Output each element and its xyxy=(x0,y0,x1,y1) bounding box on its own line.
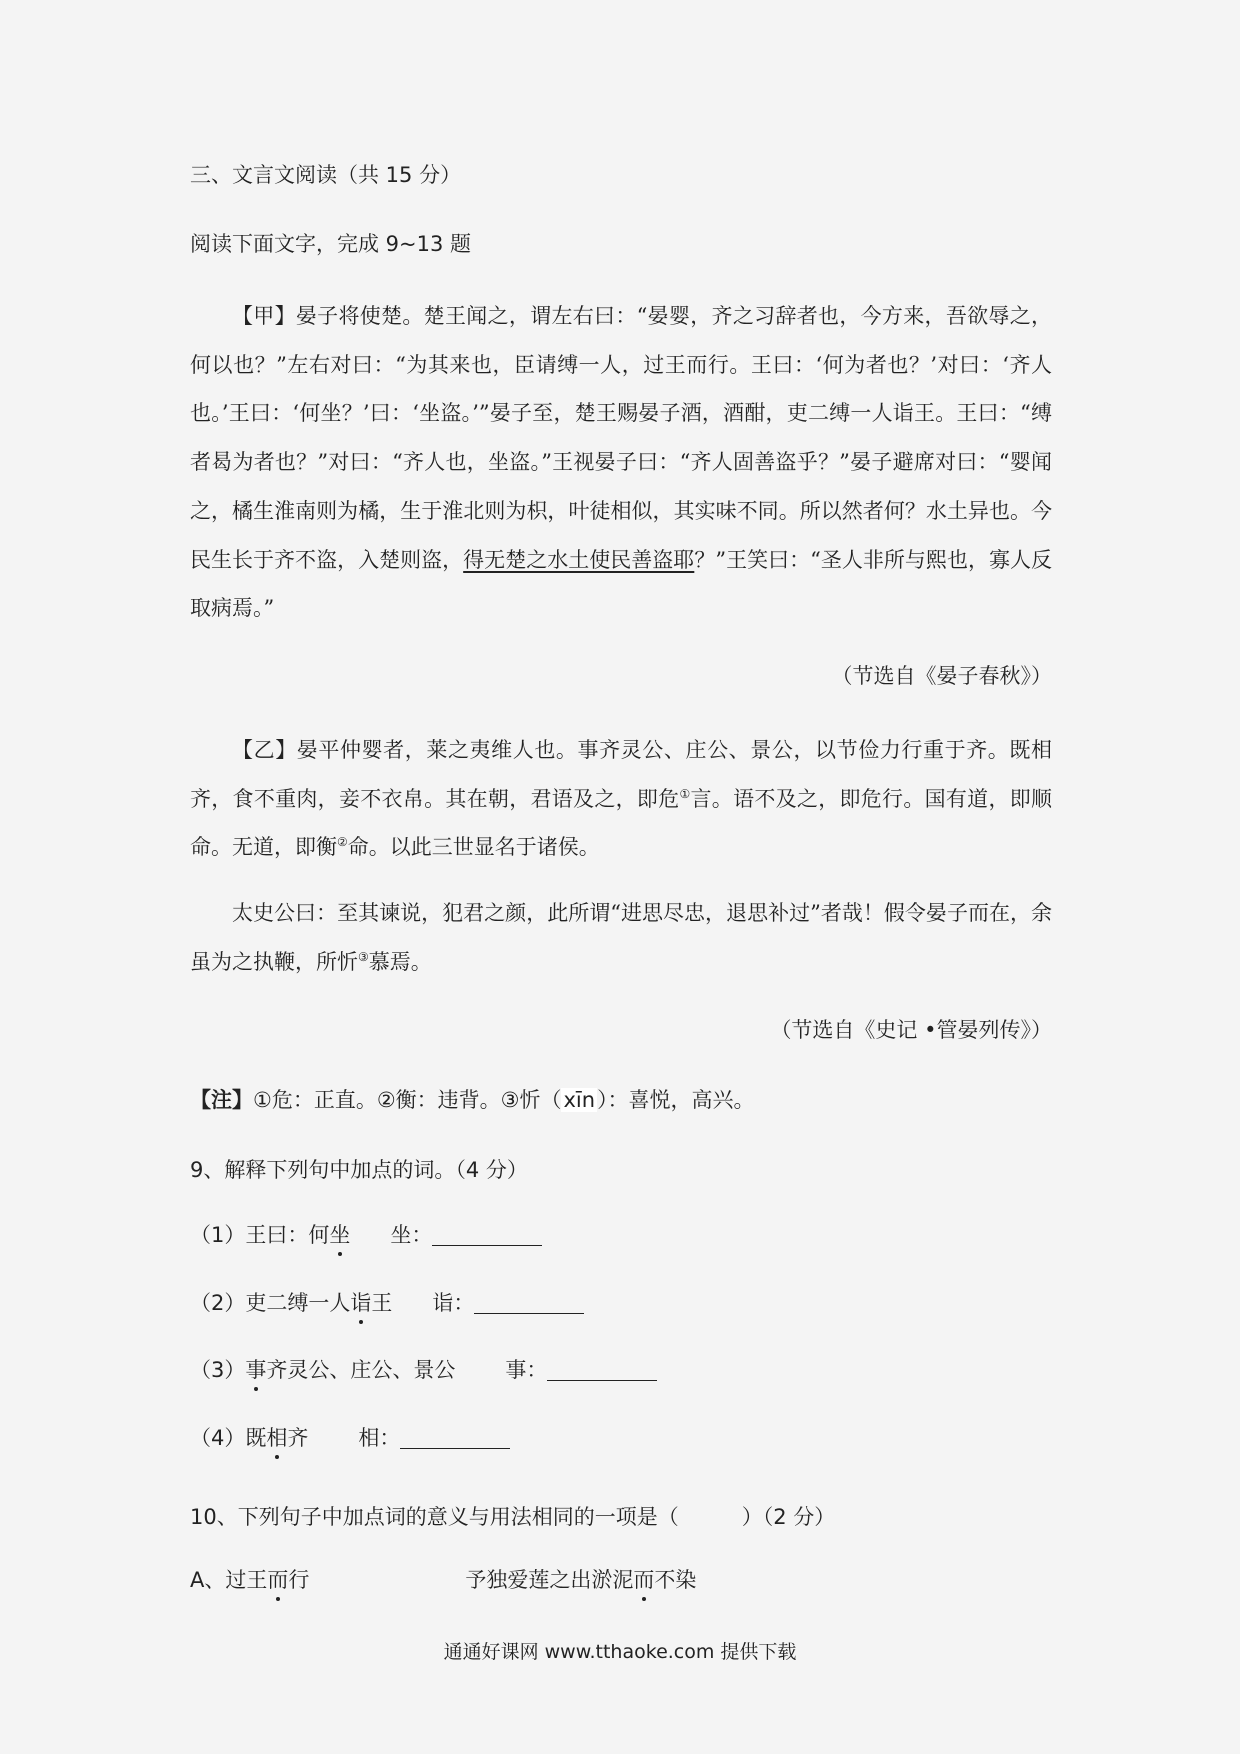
passage-yi-comment-b: 慕焉。 xyxy=(368,949,432,974)
q9-item-label: 坐： xyxy=(390,1223,433,1247)
option-letter: A、 xyxy=(190,1568,226,1592)
note-prefix: 【注】 xyxy=(190,1088,253,1112)
note-pinyin: xīn xyxy=(563,1088,596,1112)
dotted-word: 坐 xyxy=(329,1220,350,1250)
q9-item-label: 诣： xyxy=(432,1291,475,1315)
dotted-word: 相 xyxy=(266,1423,287,1453)
q9-title: 9、解释下列句中加点的词。（4 分） xyxy=(190,1158,528,1182)
footnote-ref-2: ② xyxy=(337,835,348,850)
q9-item-label: 相： xyxy=(358,1426,401,1450)
passage-jia xyxy=(190,292,1052,633)
q9-item-text: 王 xyxy=(371,1291,393,1315)
q9-item-text: 吏二缚一人 xyxy=(245,1291,351,1315)
footnote-ref-3: ③ xyxy=(358,949,369,964)
annotation-note xyxy=(190,1085,1052,1115)
q9-item-number: （1） xyxy=(190,1223,246,1247)
q9-item-text: 齐 xyxy=(287,1426,309,1450)
option-right-text: 不染 xyxy=(654,1568,697,1592)
section-instruction: 阅读下面文字，完成 9~13 题 xyxy=(190,232,472,256)
q10-title: 10、下列句子中加点词的意义与用法相同的一项是（ ）（2 分） xyxy=(190,1505,836,1529)
passage-yi-comment-a: 太史公曰：至其谏说，犯君之颜，此所谓“进思尽忠，退思补过”者哉！假令晏子而在，余虽为之执鞭，所忻 xyxy=(190,901,1052,974)
section-heading: 三、文言文阅读（共 15 分） xyxy=(190,163,462,187)
q9-item-label: 事： xyxy=(505,1358,548,1382)
passage-yi-source: （节选自《史记 •管晏列传》） xyxy=(770,1018,1052,1042)
q9-item-number: （2） xyxy=(190,1291,246,1315)
q9-item-text: 王曰：何 xyxy=(245,1223,330,1247)
q9-item-3 xyxy=(190,1355,1052,1385)
answer-blank[interactable] xyxy=(432,1223,542,1246)
answer-blank[interactable] xyxy=(474,1291,584,1314)
answer-blank[interactable] xyxy=(547,1358,657,1381)
dotted-word: 诣 xyxy=(350,1288,371,1318)
dotted-word: 而 xyxy=(633,1565,654,1595)
q9-item-number: （3） xyxy=(190,1358,246,1382)
q9-item-4 xyxy=(190,1423,1052,1453)
q9-item-2 xyxy=(190,1288,1052,1318)
footnote-ref-1: ① xyxy=(679,786,691,801)
passage-jia-text-end: ？”王笑曰：“圣人非所与熙也，寡人反取病焉。” xyxy=(190,547,1052,621)
passage-yi-p2 xyxy=(190,889,1052,986)
option-left-text: 行 xyxy=(288,1568,310,1592)
q9-item-text: 齐灵公、庄公、景公 xyxy=(266,1358,456,1382)
page-footer: 通通好课网 www.tthaoke.com 提供下载 xyxy=(443,1641,797,1663)
passage-jia-underlined-sentence: 得无楚之水土使民善盗耶 xyxy=(463,547,695,572)
note-text-a: ①危：正直。②衡：违背。③忻（ xyxy=(253,1088,562,1112)
passage-jia-text: 【甲】晏子将使楚。楚王闻之，谓左右曰：“晏婴，齐之习辞者也，今方来，吾欲辱之，何以也？”左右对曰：“为其来也，臣请缚一人，过王而行。王曰：‘何为者也？’对曰：‘齐人也。’王曰：‘何坐？’曰：‘坐盗。’”晏子至，楚王赐晏子酒，酒酣，吏二缚一人诣王。王曰：“缚者曷为者也？”对曰：“齐人也，坐盗。”王视晏子曰：“齐人固善盗乎？”晏子避席对曰：“婴闻之，橘生淮南则为橘，生于淮北则为枳，叶徒相似，其实味不同。所以然者何？水土异也。今民生长于齐不盗，入楚则盗， xyxy=(190,304,1052,572)
dotted-word: 而 xyxy=(267,1565,288,1595)
passage-yi-text-a: 【乙】晏平仲婴者，莱之夷维人也。事齐灵公、庄公、景公，以节俭力行重于齐。既相齐，食不重肉，妾不衣帛。其在朝，君语及之，即危 xyxy=(190,738,1052,811)
passage-yi-p1 xyxy=(190,726,1052,872)
q9-item-number: （4） xyxy=(190,1426,246,1450)
passage-yi-text-b: 言。语不及之，即危行。国有道，即顺命。无道，即衡 xyxy=(190,786,1053,860)
dotted-word: 事 xyxy=(245,1355,266,1385)
passage-jia-source: （节选自《晏子春秋》） xyxy=(831,664,1052,688)
option-left-text: 过王 xyxy=(225,1568,268,1592)
q10-option-a xyxy=(190,1565,1052,1595)
option-right-text: 予独爱莲之出淤泥 xyxy=(465,1568,634,1592)
passage-yi-text-c: 命。以此三世显名于诸侯。 xyxy=(347,835,600,860)
q9-item-text: 既 xyxy=(245,1426,267,1450)
note-text-b: ）：喜悦，高兴。 xyxy=(597,1088,755,1112)
q9-item-1 xyxy=(190,1220,1052,1250)
answer-blank[interactable] xyxy=(400,1426,510,1449)
